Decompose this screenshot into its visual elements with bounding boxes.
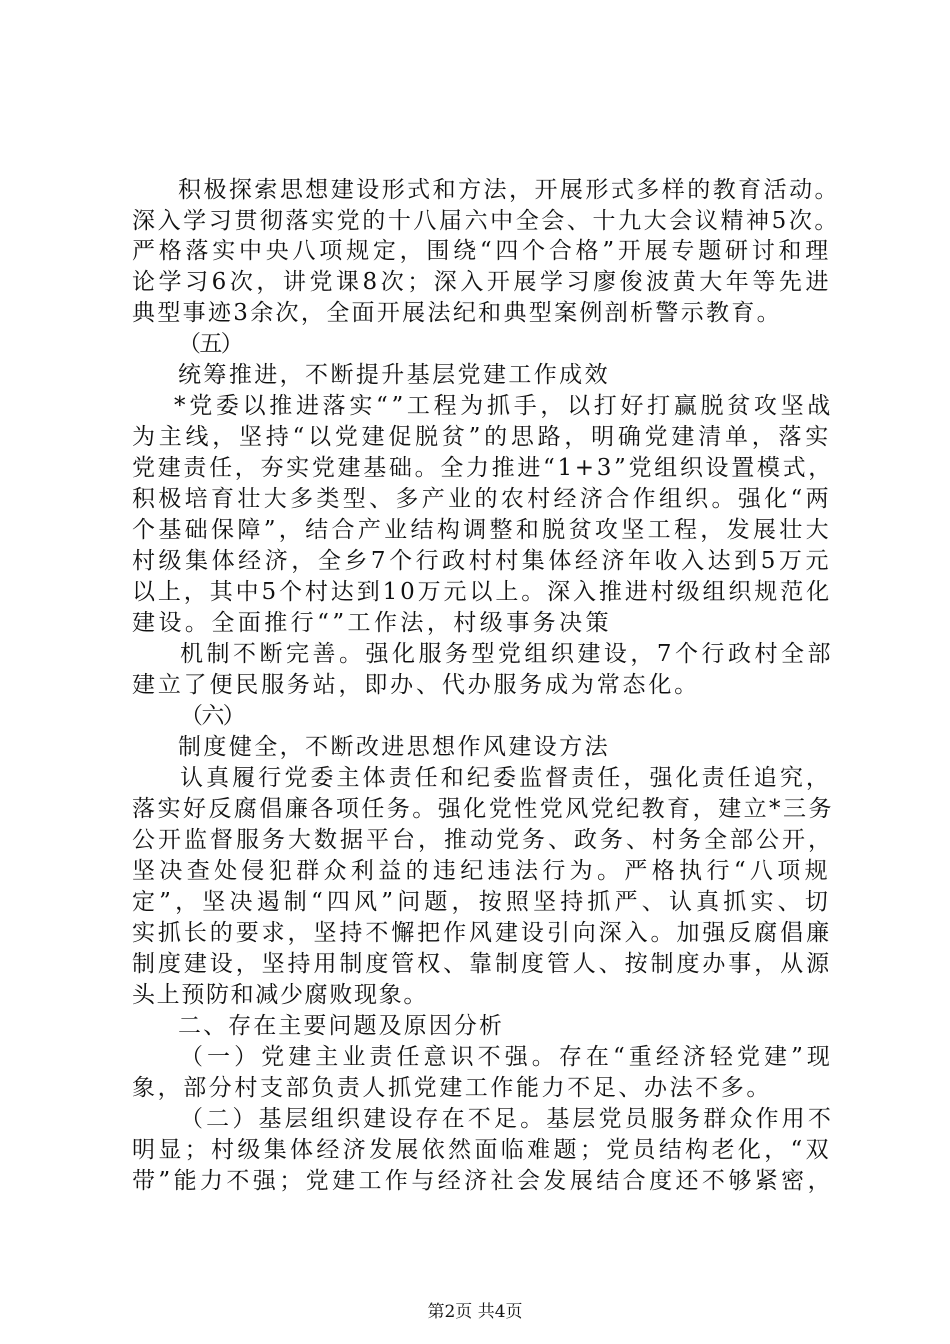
text-line: 论学习6次，讲党课8次；深入开展学习廖俊波黄大年等先进: [132, 269, 832, 295]
text-line: 个基础保障”，结合产业结构调整和脱贫攻坚工程，发展壮大: [132, 517, 832, 543]
text-line: （一）党建主业责任意识不强。存在“重经济轻党建”现: [180, 1044, 834, 1070]
text-line: 制度健全，不断改进思想作风建设方法: [178, 734, 610, 760]
text-line: 头上预防和减少腐败现象。: [132, 982, 428, 1008]
text-line: 党建责任，夯实党建基础。全力推进“1+3”党组织设置模式，: [132, 455, 834, 481]
text-line: *党委以推进落实“”工程为抓手，以打好打赢脱贫攻坚战: [174, 393, 834, 419]
text-line: 积极培育壮大多类型、多产业的农村经济合作组织。强化“两: [132, 486, 832, 512]
text-line: 制度建设，坚持用制度管权、靠制度管人、按制度办事，从源: [132, 951, 832, 977]
text-line: 带”能力不强；党建工作与经济社会发展结合度还不够紧密，: [132, 1168, 834, 1194]
text-line: 典型事迹3余次，全面开展法纪和典型案例剖析警示教育。: [132, 300, 782, 326]
text-line: 深入学习贯彻落实党的十八届六中全会、十九大会议精神5次。: [132, 208, 840, 234]
text-line: 统筹推进，不断提升基层党建工作成效: [178, 362, 610, 388]
text-line: 二、存在主要问题及原因分析: [178, 1013, 504, 1039]
page-footer: 第2页 共4页: [427, 1302, 523, 1322]
text-line: 坚决查处侵犯群众利益的违纪违法行为。严格执行“八项规: [132, 858, 832, 884]
text-line: 实抓长的要求，坚持不懈把作风建设引向深入。加强反腐倡廉: [132, 920, 832, 946]
text-line: 村级集体经济，全乡7个行政村村集体经济年收入达到5万元: [132, 548, 832, 574]
text-line: （六）: [180, 703, 245, 729]
text-line: 定”，坚决遏制“四风”问题，按照坚持抓严、认真抓实、切: [132, 889, 832, 915]
text-line: 明显；村级集体经济发展依然面临难题；党员结构老化，“双: [132, 1137, 832, 1163]
text-line: 公开监督服务大数据平台，推动党务、政务、村务全部公开，: [132, 827, 834, 853]
text-line: （二）基层组织建设存在不足。基层党员服务群众作用不: [180, 1106, 834, 1132]
text-line: 以上，其中5个村达到10万元以上。深入推进村级组织规范化: [132, 579, 832, 605]
text-line: 严格落实中央八项规定，围绕“四个合格”开展专题研讨和理: [132, 238, 832, 264]
text-line: 机制不断完善。强化服务型党组织建设，7个行政村全部: [180, 641, 834, 667]
text-line: 建设。全面推行“”工作法，村级事务决策: [132, 610, 612, 636]
text-line: 落实好反腐倡廉各项任务。强化党性党风党纪教育，建立*三务: [132, 796, 834, 822]
text-line: 建立了便民服务站，即办、代办服务成为常态化。: [132, 672, 700, 698]
text-line: （五）: [178, 331, 243, 357]
text-line: 认真履行党委主体责任和纪委监督责任，强化责任追究，: [180, 765, 832, 791]
text-line: 象，部分村支部负责人抓党建工作能力不足、办法不多。: [132, 1075, 772, 1101]
text-line: 积极探索思想建设形式和方法，开展形式多样的教育活动。: [178, 177, 840, 203]
text-line: 为主线，坚持“以党建促脱贫”的思路，明确党建清单，落实: [132, 424, 832, 450]
